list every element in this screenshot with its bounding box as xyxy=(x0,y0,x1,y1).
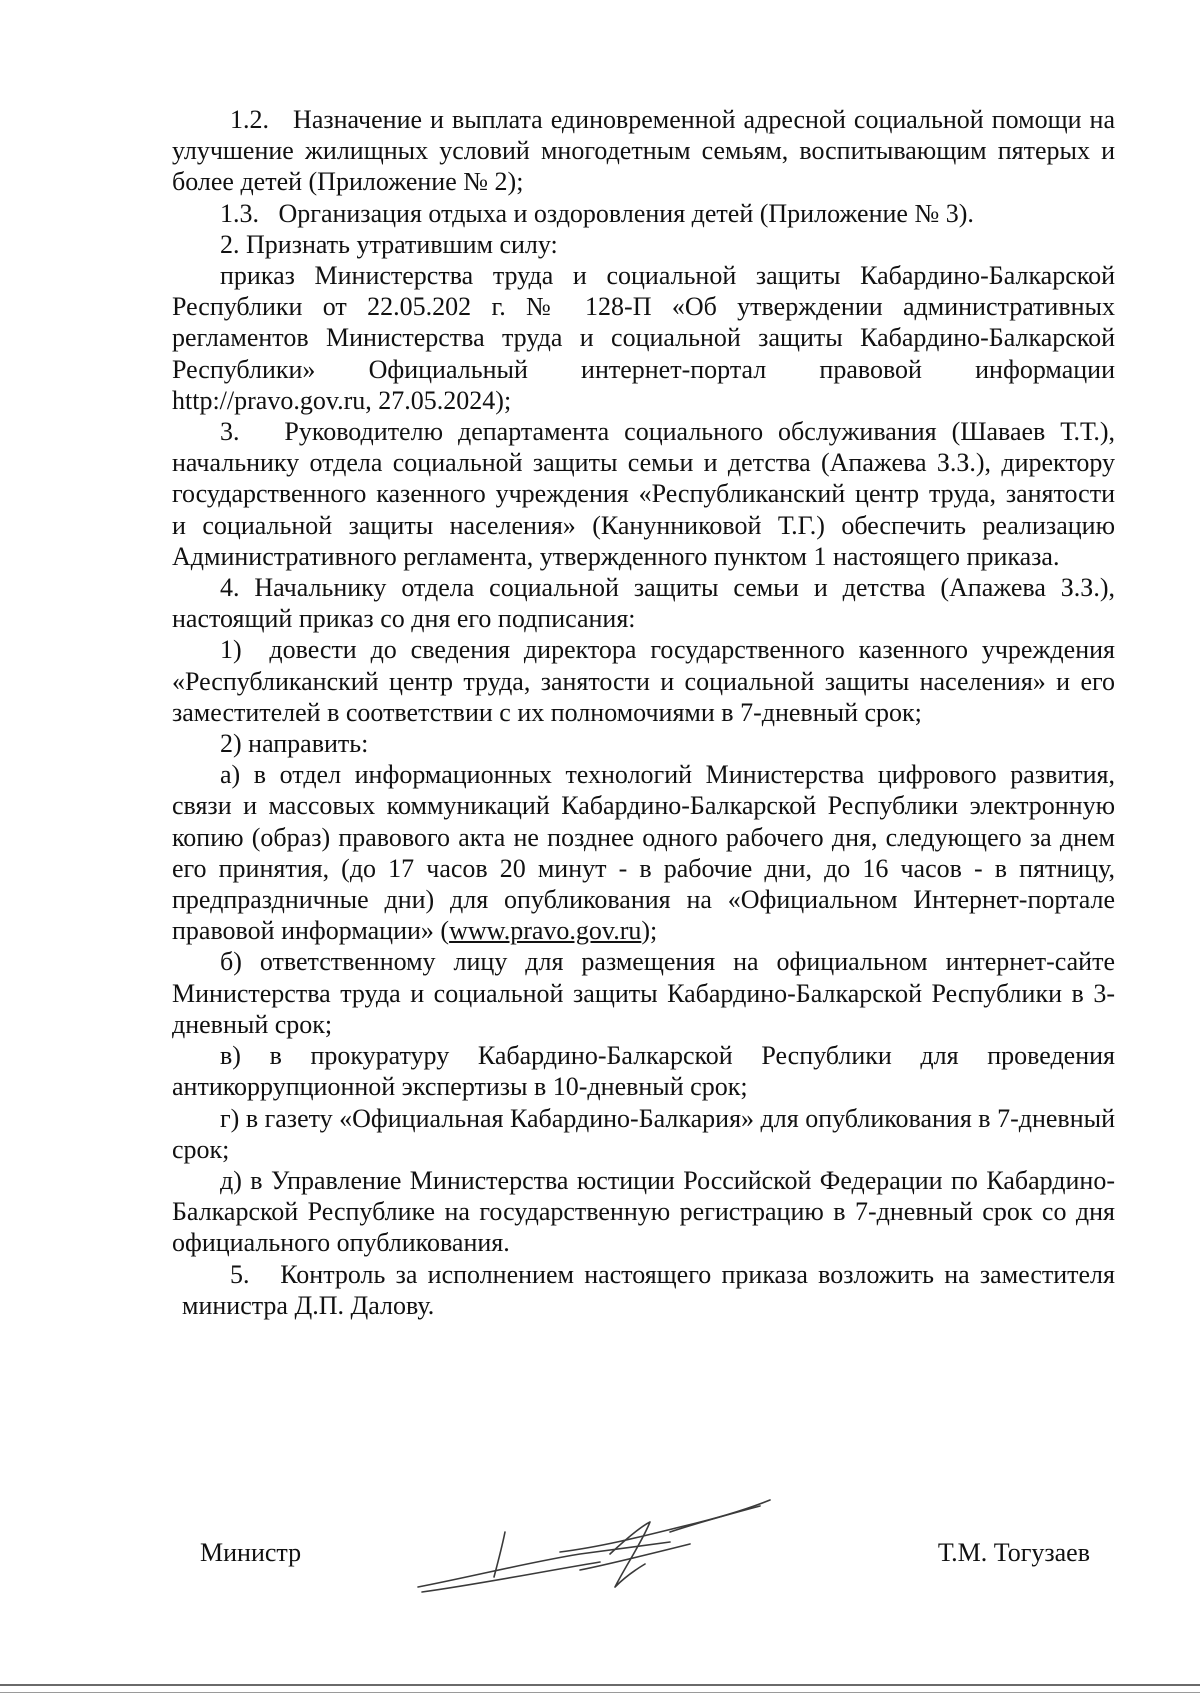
paragraph-4-2-d: д) в Управление Министерства юстиции Российской Федерации по Кабардино-Балкарской Республике на государственную регистрацию в 7-дневный срок со дня официального опубликования. xyxy=(172,1165,1115,1258)
paragraph-4-2-g: г) в газету «Официальная Кабардино-Балкария» для опубликования в 7-дневный срок; xyxy=(172,1103,1115,1164)
scan-edge-line-secondary xyxy=(0,1692,1200,1693)
paragraph-4-2-v: в) в прокуратуру Кабардино-Балкарской Республики для проведения антикоррупционной экспертизы в 10-дневный срок; xyxy=(172,1041,1115,1102)
paragraph-2-body: приказ Министерства труда и социальной защиты Кабардино-Балкарской Республики от 22.05.202 г. № 128-П «Об утверждении административных регламентов Министерства труда и социальной защиты Кабардино-Балкарской Республики» Официальный интернет-портал правовой информации http://pravo.gov.ru, 27.05.2024); xyxy=(172,261,1115,415)
document-body xyxy=(172,104,1115,1321)
paragraph-4: 4. Начальнику отдела социальной защиты семьи и детства (Апажева З.З.), настоящий приказ со дня его подписания: xyxy=(172,573,1115,634)
scan-edge-line xyxy=(0,1684,1200,1686)
paragraph-5: 5. Контроль за исполнением настоящего приказа возложить на заместителя министра Д.П. Далову. xyxy=(182,1259,1115,1320)
paragraph-4-2-a xyxy=(172,759,1115,946)
pravo-link[interactable]: www.pravo.gov.ru xyxy=(449,916,642,946)
paragraph-1-2: 1.2. Назначение и выплата единовременной адресной социальной помощи на улучшение жилищных условий многодетным семьям, воспитывающим пятерых и более детей (Приложение № 2); xyxy=(172,105,1115,197)
signature-image xyxy=(410,1492,800,1607)
signature-block xyxy=(0,1537,1200,1617)
minister-name: Т.М. Тогузаев xyxy=(937,1538,1090,1567)
paragraph-4-1: 1) довести до сведения директора государственного казенного учреждения «Республиканский центр труда, занятости и социальной защиты населения» и его заместителей в соответствии с их полномочиями в 7-дневный срок; xyxy=(172,635,1115,727)
paragraph-2: 2. Признать утратившим силу: xyxy=(220,229,558,259)
paragraph-4-2: 2) направить: xyxy=(220,729,369,759)
paragraph-3: 3. Руководителю департамента социального обслуживания (Шаваев Т.Т.), начальнику отдела социальной защиты семьи и детства (Апажева З.З.), директору государственного казенного учреждения «Республиканский центр труда, занятости и социальной защиты населения» (Канунниковой Т.Г.) обеспечить реализацию Административного регламента, утвержденного пунктом 1 настоящего приказа. xyxy=(172,417,1115,571)
paragraph-4-2-a-text: а) в отдел информационных технологий Министерства цифрового развития, связи и массовых коммуникаций Кабардино-Балкарской Республики электронную копию (образ) правового акта не позднее одного рабочего дня, следующего за днем его принятия, (до 17 часов 20 минут - в рабочие дни, до 16 часов - в пятницу, предпраздничные дни) для опубликования на «Официальном Интернет-портале правовой информации» ( xyxy=(172,760,1115,946)
paragraph-4-2-b: б) ответственному лицу для размещения на официальном интернет-сайте Министерства труда и социальной защиты Кабардино-Балкарской Республики в 3-дневный срок; xyxy=(172,947,1115,1039)
link-suffix: ); xyxy=(641,916,658,946)
paragraph-1-3: 1.3. Организация отдыха и оздоровления детей (Приложение № 3). xyxy=(220,198,974,228)
minister-title: Министр xyxy=(200,1538,302,1567)
